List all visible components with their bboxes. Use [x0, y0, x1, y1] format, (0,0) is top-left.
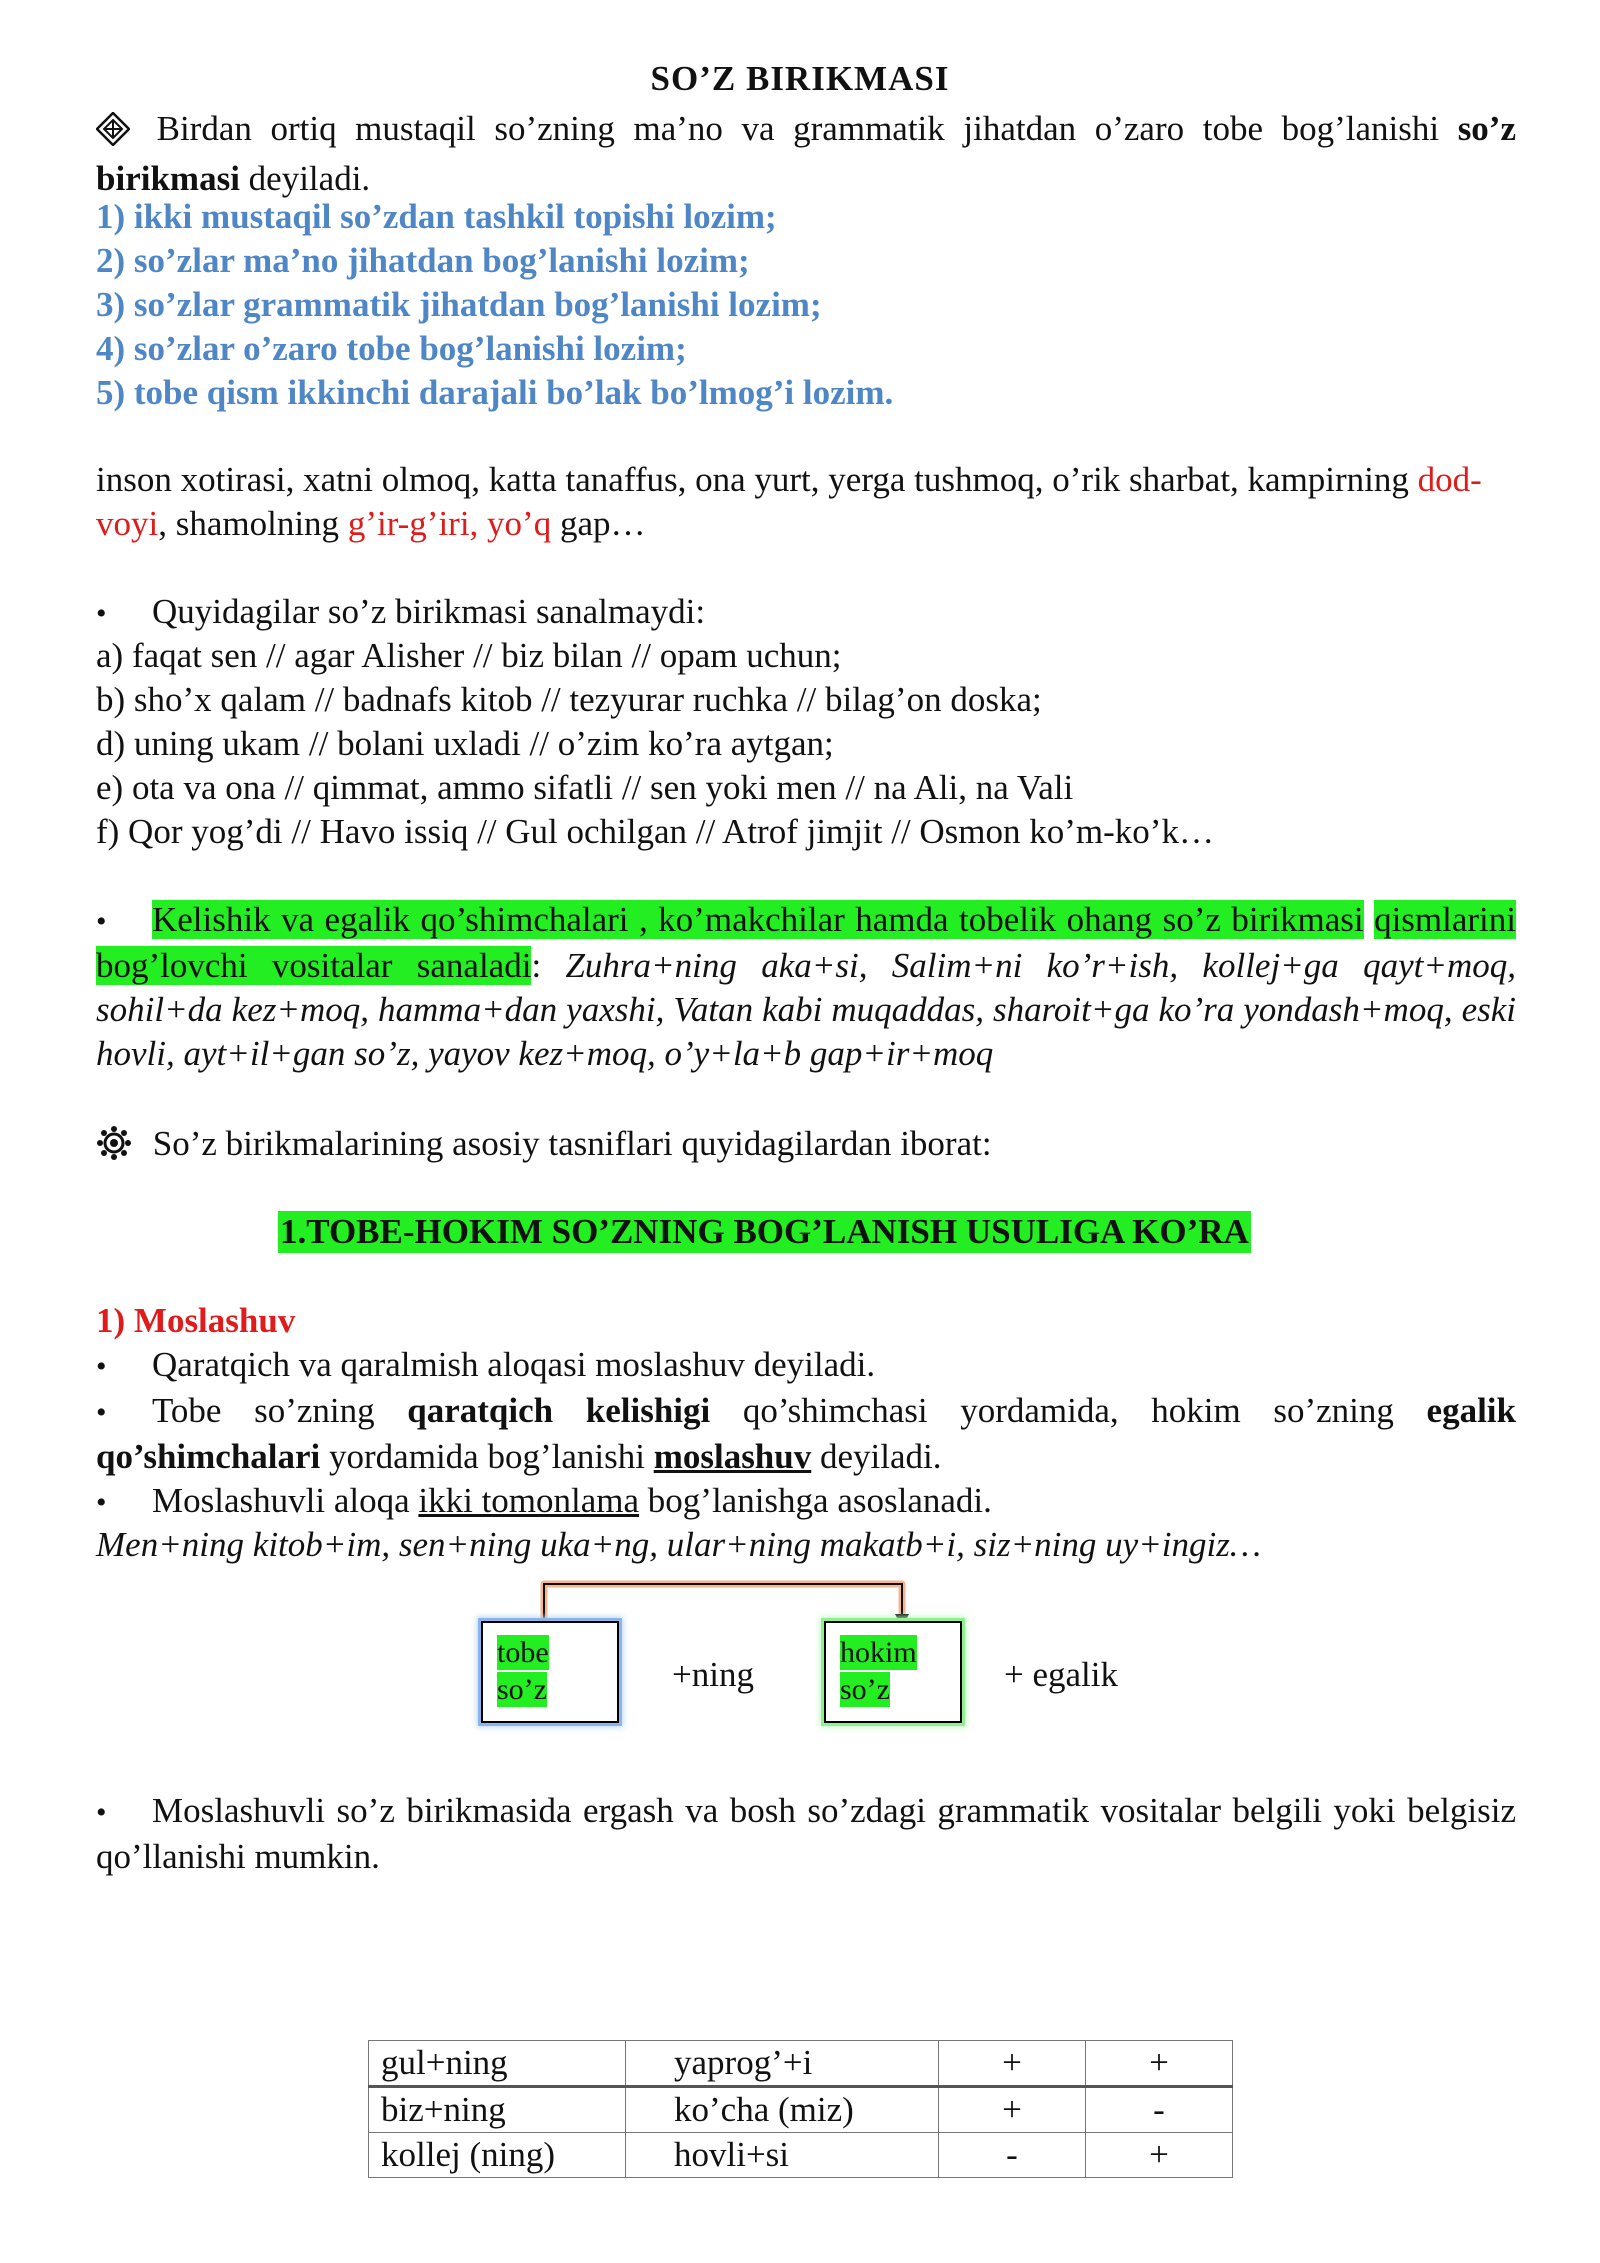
- hokim-soz-label: so’z: [840, 1673, 890, 1706]
- bullet-icon: [96, 900, 152, 939]
- example-red-1: dod-voyi: [96, 460, 1482, 543]
- means-examples: Zuhra+ning aka+si, Salim+ni ko’r+ish, kollej+ga qayt+moq, sohil+da kez+moq, hamma+dan yaxshi, Vatan kabi muqaddas, sharoit+ga ko’ra yondash+moq, eski hovli, ayt+il+gan so’z, yayov kez+moq, o’y+la+b gap+ir+moq: [96, 946, 1516, 1073]
- means-colon: :: [531, 946, 542, 985]
- page-title: SO’Z BIRIKMASI: [650, 59, 950, 98]
- egalik-suffix: + egalik: [1004, 1655, 1119, 1694]
- non-phrase-a: a) faqat sen // agar Alisher // biz bilan // opam uchun;: [96, 636, 842, 675]
- condition-2: 2) so’zlar ma’no jihatdan bog’lanishi lozim;: [96, 241, 750, 280]
- b2-t4: deyiladi.: [811, 1437, 942, 1476]
- table-row: [369, 2041, 1233, 2087]
- table-cell: +: [1086, 2041, 1233, 2087]
- subsection-title: 1) Moslashuv: [96, 1301, 296, 1340]
- table-cell: -: [939, 2133, 1086, 2178]
- condition-5: 5) tobe qism ikkinchi darajali bo’lak bo’lmog’i lozim.: [96, 373, 894, 412]
- table-row: [369, 2133, 1233, 2178]
- moslashuv-bullet-1: [96, 1343, 1516, 1389]
- hokim-box: [824, 1621, 962, 1723]
- ning-suffix: +ning: [672, 1655, 754, 1694]
- gear-flower-icon: [96, 1125, 144, 1172]
- table-cell: gul+ning: [369, 2041, 626, 2087]
- b3-t2: bog’lanishga asoslanadi.: [639, 1481, 992, 1520]
- means-highlight-1: Kelishik va egalik qo’shimchalari , ko’makchilar hamda tobelik ohang so’z birikmasi: [152, 900, 1364, 939]
- b2-bold-1: qaratqich kelishigi: [407, 1391, 711, 1430]
- b2-bold-2: egalik qo’shimchalari: [96, 1391, 1516, 1476]
- table-cell: kollej (ning): [369, 2133, 626, 2178]
- b2-t1: Tobe so’zning: [152, 1391, 408, 1430]
- note-text: Moslashuvli so’z birikmasida ergash va bosh so’zdagi grammatik vositalar belgili yoki belgisiz qo’llanishi mumkin.: [96, 1791, 1516, 1876]
- hokim-label: hokim: [840, 1636, 917, 1669]
- non-phrase-b: b) sho’x qalam // badnafs kitob // tezyurar ruchka // bilag’on doska;: [96, 680, 1042, 719]
- non-phrases-heading: [96, 590, 1516, 636]
- means-highlight-2: qismlarini bog’lovchi vositalar sanaladi: [96, 900, 1517, 985]
- marker-table: [368, 2040, 1233, 2178]
- examples-paragraph: [96, 458, 1516, 546]
- tobe-box: [481, 1621, 619, 1723]
- non-phrase-e: e) ota va ona // qimmat, ammo sifatli // sen yoki men // na Ali, na Vali: [96, 768, 1074, 807]
- moslashuv-bullet-2: [96, 1389, 1516, 1479]
- condition-4: 4) so’zlar o’zaro tobe bog’lanishi lozim;: [96, 329, 687, 368]
- moslashuv-bullet-1-text: Qaratqich va qaralmish aloqasi moslashuv deyiladi.: [152, 1345, 876, 1384]
- definition-paragraph: [96, 107, 1516, 201]
- b2-term: moslashuv: [653, 1437, 812, 1476]
- table-cell: +: [939, 2041, 1086, 2087]
- classification-intro-text: So’z birikmalarining asosiy tasniflari quyidagilardan iborat:: [144, 1124, 992, 1163]
- bullet-icon: [96, 1791, 152, 1830]
- table-cell: +: [939, 2087, 1086, 2133]
- note-paragraph: [96, 1789, 1516, 1879]
- bullet-icon: [96, 1391, 152, 1430]
- definition-text: Birdan ortiq mustaqil so’zning ma’no va grammatik jihatdan o’zaro tobe bog’lanishi: [138, 109, 1458, 148]
- b2-t2: qo’shimchasi yordamida, hokim so’zning: [710, 1391, 1427, 1430]
- b3-underlined: ikki tomonlama: [418, 1481, 640, 1520]
- table-cell: +: [1086, 2133, 1233, 2178]
- section-heading: 1.TOBE-HOKIM SO’ZNING BOG’LANISH USULIGA KO’RA: [280, 1212, 1249, 1251]
- classification-intro: [96, 1122, 1516, 1172]
- definition-term: so’z birikmasi: [96, 109, 1516, 198]
- examples-end: gap…: [551, 504, 646, 543]
- non-phrase-d: d) uning ukam // bolani uxladi // o’zim ko’ra aytgan;: [96, 724, 834, 763]
- table-cell: -: [1086, 2087, 1233, 2133]
- table-cell: ko’cha (miz): [626, 2087, 939, 2133]
- table-cell: yaprog’+i: [626, 2041, 939, 2087]
- examples-mid: , shamolning: [158, 504, 348, 543]
- condition-3: 3) so’zlar grammatik jihatdan bog’lanishi lozim;: [96, 285, 822, 324]
- diamond-cross-icon: [96, 112, 138, 157]
- moslashuv-bullet-3: [96, 1479, 1516, 1525]
- table-row: [369, 2087, 1233, 2133]
- example-red-2: g’ir-g’iri, yo’q: [347, 504, 552, 543]
- examples-text: inson xotirasi, xatni olmoq, katta tanaffus, ona yurt, yerga tushmoq, o’rik sharbat, kampirning: [96, 460, 1418, 499]
- moslashuv-examples: Men+ning kitob+im, sen+ning uka+ng, ular+ning makatb+i, siz+ning uy+ingiz…: [96, 1525, 1261, 1564]
- condition-1: 1) ikki mustaqil so’zdan tashkil topishi lozim;: [96, 197, 777, 236]
- non-phrases-heading-text: Quyidagilar so’z birikmasi sanalmaydi:: [152, 592, 706, 631]
- means-paragraph: [96, 898, 1516, 1076]
- table-cell: hovli+si: [626, 2133, 939, 2178]
- tobe-soz-label: so’z: [497, 1673, 547, 1706]
- table-cell: biz+ning: [369, 2087, 626, 2133]
- b3-t1: Moslashuvli aloqa: [152, 1481, 419, 1520]
- non-phrase-f: f) Qor yog’di // Havo issiq // Gul ochilgan // Atrof jimjit // Osmon ko’m-ko’k…: [96, 812, 1214, 851]
- tobe-label: tobe: [497, 1636, 549, 1669]
- b2-t3: yordamida bog’lanishi: [320, 1437, 654, 1476]
- definition-end: deyiladi.: [239, 159, 371, 198]
